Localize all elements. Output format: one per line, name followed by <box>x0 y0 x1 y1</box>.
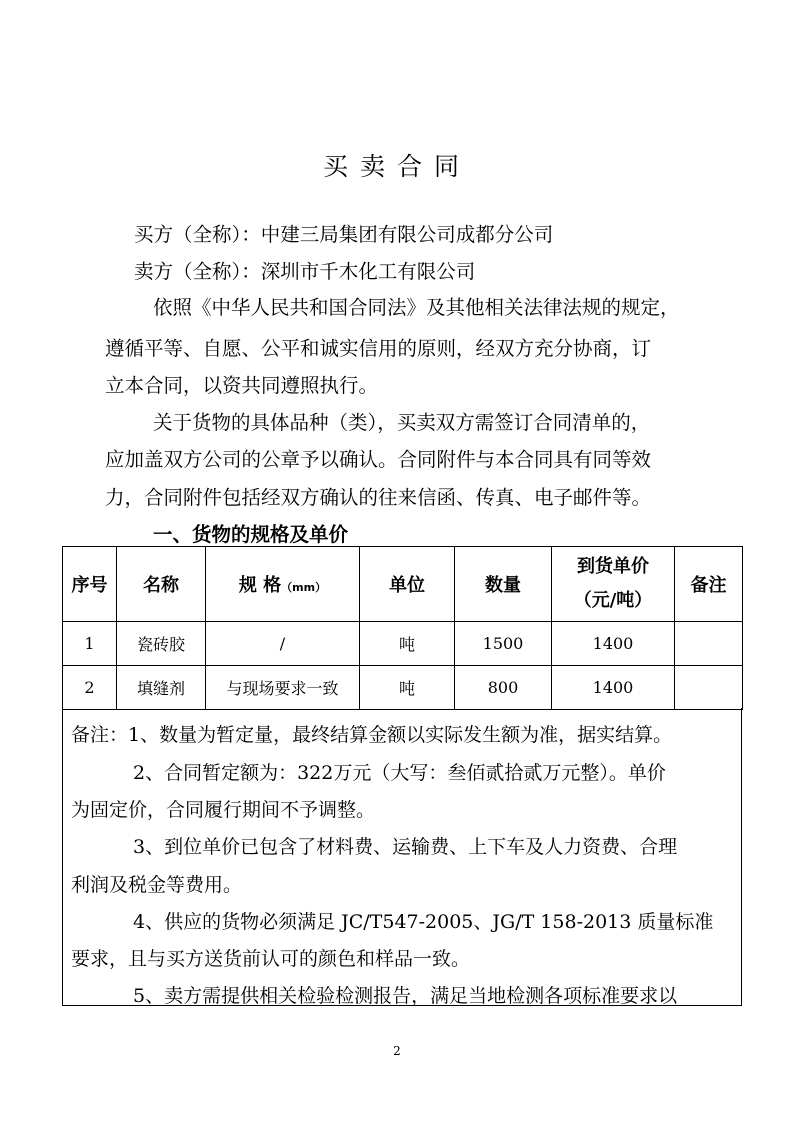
buyer-line: 买方（全称）：中建三局集团有限公司成都分公司 <box>134 223 554 246</box>
cell-qty: 1500 <box>455 622 552 666</box>
section-heading: 一、货物的规格及单价 <box>153 523 349 546</box>
intro-paragraph-line: 应加盖双方公司的公章予以确认。合同附件与本合同具有同等效 <box>105 448 652 471</box>
contract-title: 买卖合同 <box>322 152 471 181</box>
cell-seq: 1 <box>63 622 117 666</box>
intro-paragraph-line: 力，合同附件包括经双方确认的往来信函、传真、电子邮件等。 <box>105 486 652 509</box>
cell-price: 1400 <box>552 666 675 710</box>
note-line: 为固定价，合同履行期间不予调整。 <box>71 799 376 821</box>
note-line: 利润及税金等费用。 <box>71 874 243 896</box>
note-line: 5、卖方需提供相关检验检测报告，满足当地检测各项标准要求以 <box>133 985 678 1007</box>
cell-name: 填缝剂 <box>117 666 206 710</box>
intro-paragraph-line: 立本合同，以资共同遵照执行。 <box>105 374 379 397</box>
cell-qty: 800 <box>455 666 552 710</box>
header-price <box>552 547 675 622</box>
table-header-row <box>63 547 743 622</box>
intro-paragraph-line: 关于货物的具体品种（类），买卖双方需签订合同清单的， <box>153 411 651 434</box>
note-line: 4、供应的货物必须满足 JC/T547-2005、JG/T 158-2013 质量标准 <box>133 911 714 933</box>
header-spec-label: 规 格 <box>238 575 282 596</box>
cell-unit: 吨 <box>360 622 455 666</box>
cell-name: 瓷砖胶 <box>117 622 206 666</box>
cell-price: 1400 <box>552 622 675 666</box>
header-price-line1: 到货单价 <box>577 556 649 577</box>
header-spec-unit: （mm） <box>281 581 327 594</box>
notes-box <box>62 708 742 1006</box>
cell-seq: 2 <box>63 666 117 710</box>
intro-paragraph-line: 遵循平等、自愿、公平和诚实信用的原则，经双方充分协商，订 <box>105 337 652 360</box>
page-number: 2 <box>393 1044 401 1058</box>
cell-remark <box>675 622 743 666</box>
header-qty: 数量 <box>455 547 552 622</box>
note-line: 2、合同暂定额为：322万元（大写：叁佰贰拾贰万元整）。单价 <box>133 762 666 784</box>
seller-line: 卖方（全称）：深圳市千木化工有限公司 <box>134 260 476 283</box>
header-spec <box>206 547 360 622</box>
table-row <box>63 666 743 710</box>
cell-spec: 与现场要求一致 <box>206 666 360 710</box>
header-unit: 单位 <box>360 547 455 622</box>
note-line: 要求，且与买方送货前认可的颜色和样品一致。 <box>71 948 471 970</box>
cell-remark <box>675 666 743 710</box>
note-line: 3、到位单价已包含了材料费、运输费、上下车及人力资费、合理 <box>133 836 678 858</box>
header-price-line2: （元/吨） <box>573 590 653 611</box>
note-line: 备注：1、数量为暂定量，最终结算金额以实际发生额为准，据实结算。 <box>71 724 673 746</box>
header-name: 名称 <box>117 547 206 622</box>
table-row <box>63 622 743 666</box>
cell-spec: / <box>206 622 360 666</box>
header-seq: 序号 <box>63 547 117 622</box>
cell-unit: 吨 <box>360 666 455 710</box>
header-remark: 备注 <box>675 547 743 622</box>
intro-paragraph-line: 依照《中华人民共和国合同法》及其他相关法律法规的规定， <box>153 296 680 319</box>
goods-table <box>62 546 743 710</box>
